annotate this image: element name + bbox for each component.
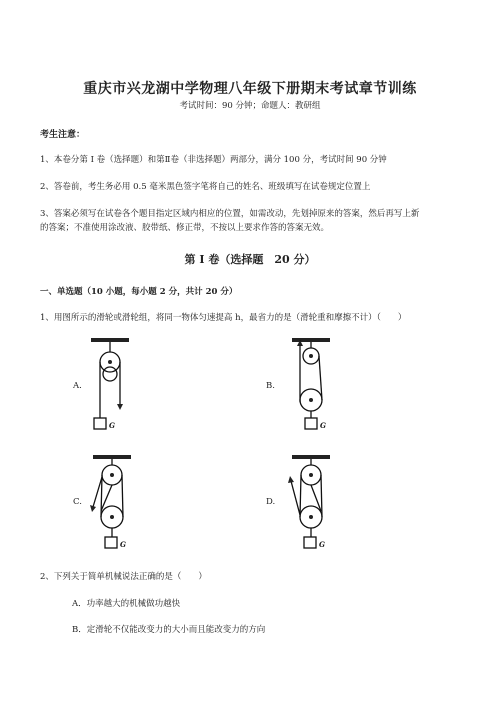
- ceiling: [292, 455, 330, 459]
- movable-pulley: [103, 367, 117, 381]
- q1-option-c-label: C.: [73, 497, 82, 507]
- pull-arrow: [288, 476, 294, 483]
- q1-figure-d: [287, 455, 347, 560]
- exam-title: 重庆市兴龙湖中学物理八年级下册期末考试章节训练: [83, 81, 417, 97]
- q1-figure-b: [287, 338, 347, 438]
- exam-subtitle: 考试时间：90 分钟；命题人：教研组: [179, 101, 321, 111]
- section-title: 第 I 卷（选择题 20 分）: [184, 253, 316, 266]
- ceiling: [91, 338, 129, 342]
- q1-option-b-label: B.: [266, 381, 275, 391]
- load-block: [305, 418, 317, 429]
- ceiling: [93, 455, 131, 459]
- q1-figure-c: [85, 455, 145, 560]
- notice-item-1: 1、本卷分第 I 卷（选择题）和第Ⅱ卷（非选择题）两部分，满分 100 分，考试时间 90 分钟: [40, 155, 387, 165]
- load-block: [304, 537, 316, 548]
- load-block: [105, 537, 117, 548]
- notice-heading: 考生注意：: [40, 130, 86, 140]
- load-block: [94, 418, 106, 429]
- question-2-option-b: B．定滑轮不仅能改变力的大小而且能改变力的方向: [72, 625, 266, 635]
- part-title: 一、单选题（10 小题，每小题 2 分，共计 20 分）: [40, 287, 238, 297]
- load-label: G: [109, 421, 115, 430]
- pull-arrow: [90, 505, 96, 512]
- question-2-option-a: A．功率越大的机械做功越快: [72, 599, 181, 609]
- notice-item-3: 3、答案必须写在试卷各个题目指定区域内相应的位置，如需改动，先划掉原来的答案，然后再写上新: [40, 209, 420, 219]
- pull-arrow: [117, 404, 123, 410]
- question-1-stem: 1、用图所示的滑轮或滑轮组，将同一物体匀速提高 h，最省力的是（滑轮重和摩擦不计）（ ）: [40, 313, 407, 323]
- load-label: G: [120, 540, 126, 549]
- question-2-stem: 2、下列关于简单机械说法正确的是（ ）: [40, 572, 207, 582]
- q1-option-d-label: D.: [266, 497, 276, 507]
- notice-item-2: 2、答卷前，考生务必用 0.5 毫米黑色签字笔将自己的姓名、班级填写在试卷规定位置上: [40, 182, 371, 192]
- q1-option-a-label: A.: [73, 381, 82, 391]
- load-label: G: [320, 421, 326, 430]
- notice-item-3-cont: 的答案；不准使用涂改液、胶带纸、修正带，不按以上要求作答的答案无效。: [40, 223, 330, 233]
- q1-figure-a: [85, 338, 145, 438]
- load-label: G: [319, 540, 325, 549]
- ceiling: [292, 338, 330, 342]
